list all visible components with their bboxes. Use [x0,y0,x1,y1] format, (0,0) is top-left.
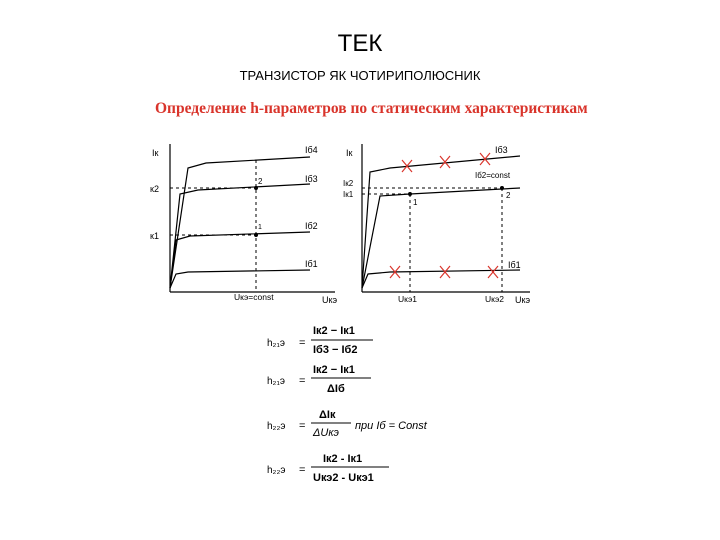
left-label-ib4: Iб4 [305,145,318,155]
right-xtick-uke2: Uкэ2 [485,294,505,304]
right-ytick-ik1: Iк1 [343,190,354,199]
left-output-characteristics [140,140,345,310]
right-curve-ib2 [362,188,520,288]
right-label-ib1: Iб1 [508,260,521,270]
formula-4-denominator: Uкэ2 - Uкэ1 [313,472,374,484]
formula-2-numerator: Iк2 − Iк1 [313,364,355,376]
left-curve-ib2 [170,232,310,288]
right-label-ib3: Iб3 [495,145,508,155]
section-heading: Определение h-параметров по статическим характеристикам [155,100,588,117]
svg-text:=: = [299,337,306,349]
right-xtick-uke1: Uкэ1 [398,294,418,304]
slide-title: ТЕК [337,30,383,57]
right-label-ib2-const: Iб2=const [475,171,511,180]
left-point-2-label: 2 [258,177,263,186]
formula-1-denominator: Iб3 − Iб2 [313,344,358,356]
left-curve-ib1 [170,270,310,288]
left-label-ib3: Iб3 [305,174,318,184]
formula-3-lhs: h₂₂э [267,421,286,432]
left-ytick-k2: к2 [150,184,159,194]
formula-1-numerator: Iк2 − Iк1 [313,325,355,337]
right-curve-ib1 [362,270,520,288]
svg-text:=: = [299,420,306,432]
svg-text:=: = [299,375,306,387]
right-point-2-label: 2 [506,191,511,200]
left-label-ib1: Iб1 [305,259,318,269]
svg-text:=: = [299,464,306,476]
right-x-label: Uкэ [515,295,531,305]
right-point-1-label: 1 [413,198,418,207]
left-x-label: Uкэ [322,295,338,305]
formula-4-numerator: Iк2 - Iк1 [323,453,363,465]
left-xtick-const: Uкэ=const [234,292,274,302]
formula-2-denominator: ΔIб [327,383,345,395]
right-y-label: Iк [346,148,353,158]
formula-1-lhs: h₂₁э [267,338,285,349]
right-output-characteristics [340,140,540,310]
formula-4-lhs: h₂₂э [267,465,286,476]
formula-2-lhs: h₂₁э [267,376,285,387]
formulas [265,318,495,493]
right-cross-6 [488,266,498,278]
right-point-2 [500,186,504,190]
left-point-1-label: 1 [258,224,262,231]
left-point-1 [254,233,258,237]
left-y-label: Iк [152,148,159,158]
formula-3-numerator: ΔIк [319,409,336,421]
left-label-ib2: Iб2 [305,221,318,231]
right-point-1 [408,192,412,196]
right-ytick-ik2: Iк2 [343,179,354,188]
slide-subtitle: ТРАНЗИСТОР ЯК ЧОТИРИПОЛЮСНИК [239,68,481,83]
left-curve-ib4 [170,157,310,288]
left-point-2 [254,186,258,190]
formula-3-denominator: ΔUкэ [313,427,339,439]
left-ytick-k1: к1 [150,231,159,241]
formula-3-tail: при Iб = Const [355,420,427,432]
right-cross-5 [440,266,450,278]
